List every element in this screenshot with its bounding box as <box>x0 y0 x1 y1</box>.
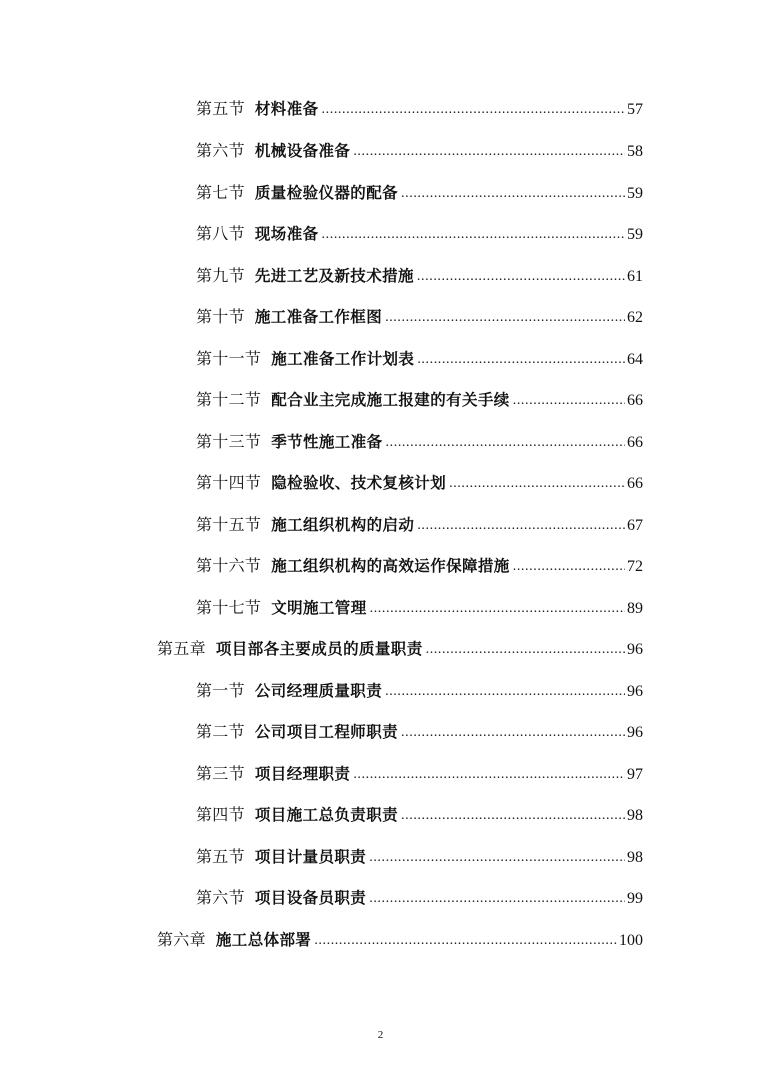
toc-entry[interactable] <box>196 178 643 208</box>
toc-dot-leader <box>322 95 625 125</box>
toc-entry-page: 66 <box>627 392 643 409</box>
toc-dot-leader <box>322 220 625 250</box>
toc-entry-title: 文明施工管理 <box>271 599 367 617</box>
toc-dot-leader <box>401 718 625 748</box>
toc-entry[interactable] <box>196 883 643 913</box>
toc-entry-title: 项目部各主要成员的质量职责 <box>215 640 423 658</box>
toc-entry-number: 第六章 <box>157 930 206 949</box>
toc-entry-number: 第六节 <box>196 888 245 907</box>
toc-entry-title: 季节性施工准备 <box>271 433 383 451</box>
toc-entry-page: 62 <box>627 309 643 326</box>
toc-entry-title: 机械设备准备 <box>254 142 351 160</box>
toc-dot-leader <box>417 345 625 375</box>
toc-entry-number: 第十七节 <box>196 598 262 617</box>
toc-entry[interactable] <box>196 219 643 249</box>
toc-entry[interactable] <box>196 136 643 166</box>
toc-chapter-entry[interactable] <box>157 634 643 664</box>
toc-entry-title: 现场准备 <box>254 225 319 243</box>
toc-entry-page: 59 <box>627 185 643 202</box>
toc-entry[interactable] <box>196 385 643 415</box>
toc-entry-title: 公司项目工程师职责 <box>254 723 399 741</box>
toc-entry-page: 98 <box>627 849 643 866</box>
toc-chapter-entry[interactable] <box>157 925 643 955</box>
toc-entry-title: 施工准备工作框图 <box>254 308 383 326</box>
toc-entry[interactable] <box>196 510 643 540</box>
toc-entry-page: 98 <box>627 807 643 824</box>
toc-entry-title: 施工组织机构的启动 <box>271 516 415 534</box>
toc-dot-leader <box>369 843 625 873</box>
toc-dot-leader <box>449 469 625 499</box>
toc-entry-title: 隐检验收、技术复核计划 <box>271 474 447 492</box>
toc-entry-title: 质量检验仪器的配备 <box>254 184 399 202</box>
toc-entry[interactable] <box>196 551 643 581</box>
toc-entry-page: 59 <box>627 226 643 243</box>
toc-entry-title: 项目计量员职责 <box>254 848 367 866</box>
toc-entry[interactable] <box>196 94 643 124</box>
toc-entry-page: 67 <box>627 517 643 534</box>
toc-entry-number: 第五节 <box>196 847 245 866</box>
toc-entry-page: 66 <box>627 434 643 451</box>
toc-entry-number: 第四节 <box>196 805 245 824</box>
toc-dot-leader <box>369 884 625 914</box>
toc-entry-title: 公司经理质量职责 <box>254 682 383 700</box>
toc-dot-leader <box>417 511 625 541</box>
toc-entry-page: 97 <box>627 766 643 783</box>
toc-entry[interactable] <box>196 759 643 789</box>
toc-entry-page: 96 <box>627 724 643 741</box>
toc-entry-title: 项目设备员职责 <box>254 889 367 907</box>
toc-entry[interactable] <box>196 717 643 747</box>
toc-entry-page: 72 <box>627 558 643 575</box>
toc-dot-leader <box>353 137 625 167</box>
toc-entry-number: 第二节 <box>196 722 245 741</box>
toc-entry[interactable] <box>196 427 643 457</box>
toc-entry[interactable] <box>196 676 643 706</box>
toc-entry-number: 第十六节 <box>196 556 262 575</box>
toc-entry-title: 先进工艺及新技术措施 <box>254 267 414 285</box>
toc-entry-page: 100 <box>619 932 643 949</box>
toc-entry-page: 96 <box>627 641 643 658</box>
toc-entry-number: 第一节 <box>196 681 245 700</box>
toc-dot-leader <box>385 677 625 707</box>
toc-dot-leader <box>417 262 625 292</box>
toc-entry-number: 第九节 <box>196 266 245 285</box>
toc-entry[interactable] <box>196 800 643 830</box>
toc-entry-number: 第三节 <box>196 764 245 783</box>
toc-entry[interactable] <box>196 593 643 623</box>
toc-entry-page: 64 <box>627 351 643 368</box>
toc-dot-leader <box>513 552 625 582</box>
toc-entry-page: 89 <box>627 600 643 617</box>
page-number: 2 <box>377 1029 384 1041</box>
toc-entry-number: 第十一节 <box>196 349 262 368</box>
toc-entry-number: 第十四节 <box>196 473 262 492</box>
toc-entry[interactable] <box>196 261 643 291</box>
toc-entry-page: 66 <box>627 475 643 492</box>
toc-dot-leader <box>353 760 625 790</box>
toc-entry-page: 99 <box>627 890 643 907</box>
toc-dot-leader <box>401 179 625 209</box>
toc-entry-number: 第八节 <box>196 224 245 243</box>
toc-entry[interactable] <box>196 842 643 872</box>
toc-dot-leader <box>314 926 617 956</box>
toc-entry-number: 第五节 <box>196 99 245 118</box>
toc-dot-leader <box>401 801 625 831</box>
toc-entry-page: 96 <box>627 683 643 700</box>
toc-entry-title: 施工组织机构的高效运作保障措施 <box>271 557 510 575</box>
toc-entry-number: 第七节 <box>196 183 245 202</box>
toc-entry-title: 项目经理职责 <box>254 765 351 783</box>
toc-entry[interactable] <box>196 344 643 374</box>
toc-dot-leader <box>370 594 625 624</box>
toc-entry-number: 第十节 <box>196 307 245 326</box>
toc-entry-number: 第五章 <box>157 639 206 658</box>
toc-dot-leader <box>513 386 625 416</box>
toc-dot-leader <box>426 635 625 665</box>
toc-entry-page: 58 <box>627 143 643 160</box>
toc-entry[interactable] <box>196 302 643 332</box>
toc-dot-leader <box>385 303 625 333</box>
toc-entry-title: 项目施工总负责职责 <box>254 806 399 824</box>
toc-entry-title: 材料准备 <box>254 100 319 118</box>
toc-dot-leader <box>386 428 625 458</box>
toc-entry-title: 配合业主完成施工报建的有关手续 <box>271 391 510 409</box>
toc-entry-page: 57 <box>627 101 643 118</box>
toc-entry-title: 施工总体部署 <box>215 931 312 949</box>
toc-entry-number: 第十三节 <box>196 432 262 451</box>
toc-entry-number: 第十二节 <box>196 390 262 409</box>
toc-entry[interactable] <box>196 468 643 498</box>
toc-entry-title: 施工准备工作计划表 <box>271 350 415 368</box>
toc-entry-page: 61 <box>627 268 643 285</box>
toc-entry-number: 第六节 <box>196 141 245 160</box>
toc-entry-number: 第十五节 <box>196 515 262 534</box>
